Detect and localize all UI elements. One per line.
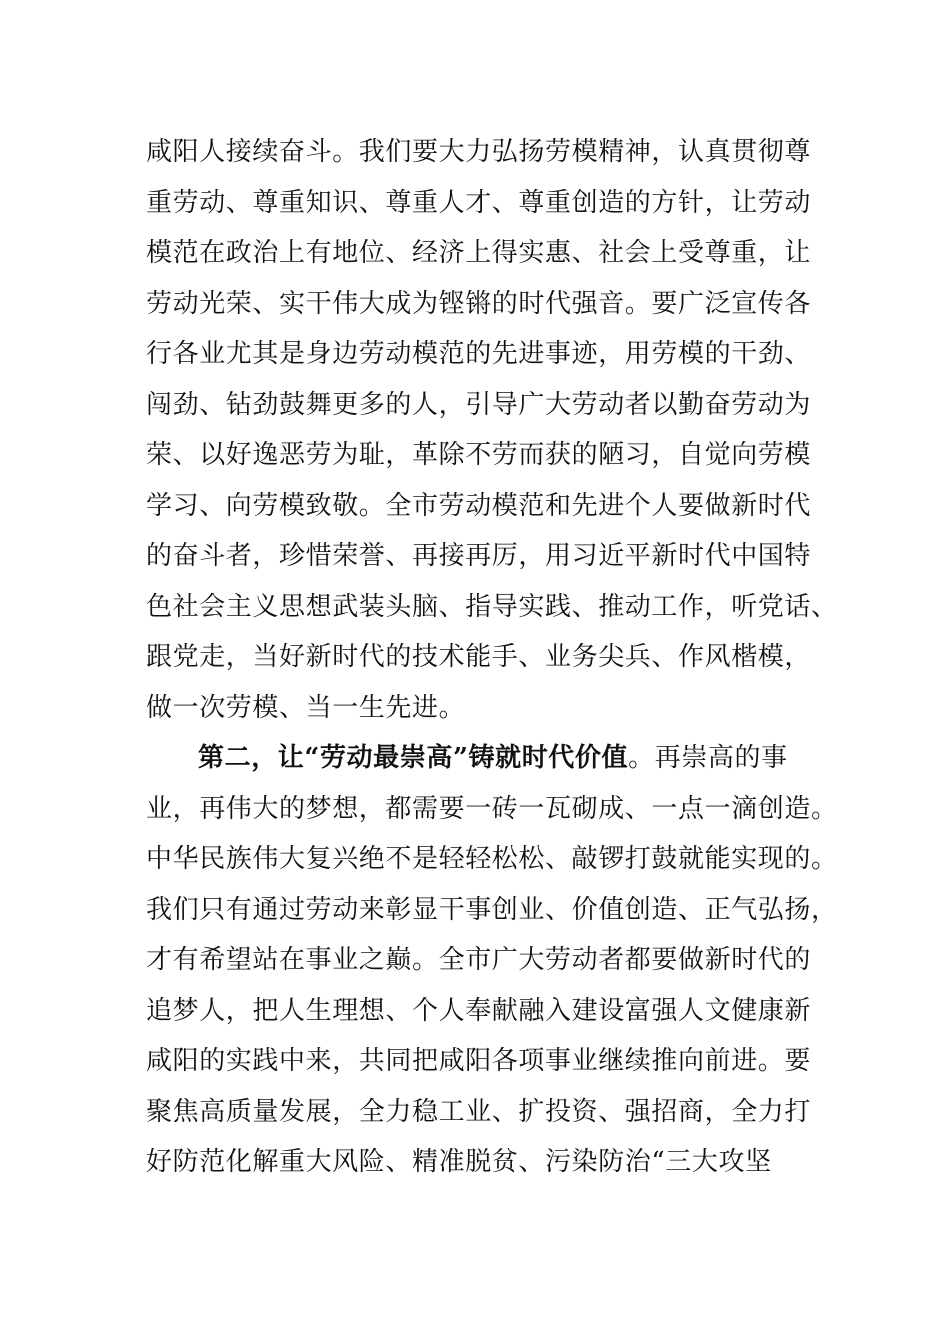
- text-line: 追梦人，把人生理想、个人奉献融入建设富强人文健康新: [146, 995, 812, 1026]
- paragraph-1: [146, 132, 838, 738]
- text-line: 咸阳的实践中来，共同把咸阳各项事业继续推向前进。要: [146, 1046, 812, 1076]
- text-line: 聚焦高质量发展，全力稳工业、扩投资、强招商，全力打: [146, 1096, 812, 1127]
- text-line: 才有希望站在事业之巅。全市广大劳动者都要做新时代的: [146, 945, 812, 975]
- text-line: 行各业尤其是身边劳动模范的先进事迹，用劳模的干劲、: [146, 339, 812, 369]
- text-line: 模范在政治上有地位、经济上得实惠、社会上受尊重，让: [146, 238, 812, 268]
- text-line: 劳动光荣、实干伟大成为铿锵的时代强音。要广泛宣传各: [146, 288, 812, 319]
- text-line: 业，再伟大的梦想，都需要一砖一瓦砌成、一点一滴创造。: [146, 793, 838, 824]
- text-line: 重劳动、尊重知识、尊重人才、尊重创造的方针，让劳动: [146, 187, 812, 218]
- heading-continuation: 。再崇高的事: [628, 743, 788, 773]
- text-line: 中华民族伟大复兴绝不是轻轻松松、敲锣打鼓就能实现的。: [146, 844, 838, 874]
- text-line: 做一次劳模、当一生先进。: [146, 692, 466, 723]
- text-line: 色社会主义思想武装头脑、指导实践、推动工作，听党话、: [146, 591, 838, 622]
- text-line: 跟党走，当好新时代的技术能手、业务尖兵、作风楷模，: [146, 642, 812, 672]
- text-line: 荣、以好逸恶劳为耻，革除不劳而获的陋习，自觉向劳模: [146, 440, 812, 470]
- text-line: 我们只有通过劳动来彰显干事创业、价值创造、正气弘扬，: [146, 894, 838, 925]
- text-line: 咸阳人接续奋斗。我们要大力弘扬劳模精神，认真贯彻尊: [146, 137, 812, 167]
- text-line: 的奋斗者，珍惜荣誉、再接再厉，用习近平新时代中国特: [146, 541, 812, 571]
- section-heading: 第二，让“劳动最崇高”铸就时代价值: [198, 743, 629, 773]
- text-line: 好防范化解重大风险、精准脱贫、污染防治“三大攻坚: [146, 1147, 772, 1177]
- text-line: 学习、向劳模致敬。全市劳动模范和先进个人要做新时代: [146, 490, 812, 521]
- text-line: 闯劲、钻劲鼓舞更多的人，引导广大劳动者以勤奋劳动为: [146, 389, 812, 420]
- paragraph-2: [146, 738, 838, 1193]
- paragraph-2-first-line: [146, 738, 806, 789]
